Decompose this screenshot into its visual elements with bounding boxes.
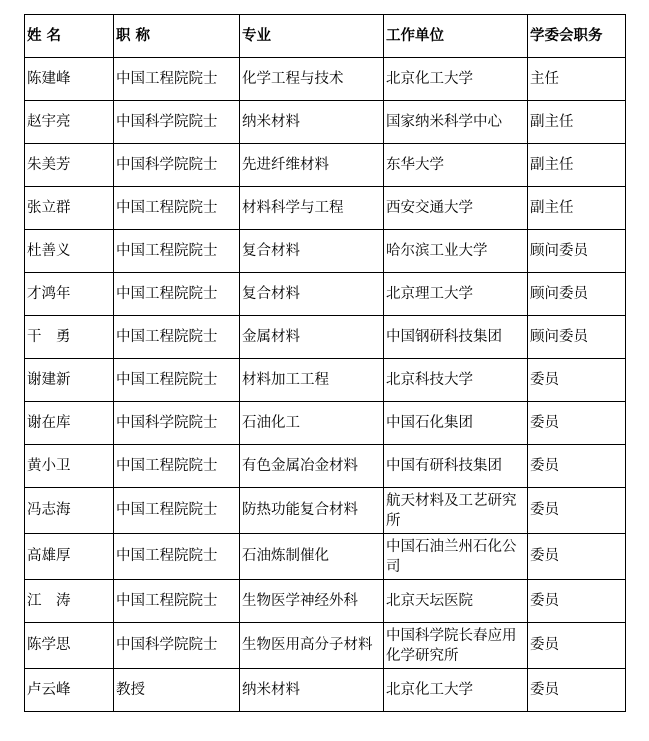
workplace-cell: 航天材料及工艺研究所 xyxy=(384,488,528,534)
specialty-cell: 有色金属冶金材料 xyxy=(240,445,384,488)
committee-table xyxy=(24,14,626,712)
title-cell: 中国工程院院士 xyxy=(114,359,240,402)
title-cell: 中国工程院院士 xyxy=(114,230,240,273)
position-cell: 顾问委员 xyxy=(528,230,626,273)
name-cell: 谢建新 xyxy=(25,359,114,402)
table-row xyxy=(25,230,626,273)
table-row xyxy=(25,359,626,402)
name-cell: 谢在库 xyxy=(25,402,114,445)
header-specialty: 专业 xyxy=(240,15,384,58)
title-cell: 中国工程院院士 xyxy=(114,445,240,488)
table-row xyxy=(25,316,626,359)
title-cell: 中国工程院院士 xyxy=(114,580,240,623)
specialty-cell: 材料加工工程 xyxy=(240,359,384,402)
name-cell: 赵宇亮 xyxy=(25,101,114,144)
table-row xyxy=(25,402,626,445)
name-cell: 才鸿年 xyxy=(25,273,114,316)
title-cell: 中国科学院院士 xyxy=(114,101,240,144)
name-cell: 干 勇 xyxy=(25,316,114,359)
position-cell: 委员 xyxy=(528,445,626,488)
specialty-cell: 材料科学与工程 xyxy=(240,187,384,230)
specialty-cell: 金属材料 xyxy=(240,316,384,359)
title-cell: 中国科学院院士 xyxy=(114,402,240,445)
position-cell: 委员 xyxy=(528,623,626,669)
table-row xyxy=(25,669,626,712)
table-row xyxy=(25,445,626,488)
workplace-cell: 中国有研科技集团 xyxy=(384,445,528,488)
name-cell: 陈建峰 xyxy=(25,58,114,101)
specialty-cell: 复合材料 xyxy=(240,273,384,316)
position-cell: 委员 xyxy=(528,669,626,712)
workplace-cell: 中国石化集团 xyxy=(384,402,528,445)
position-cell: 委员 xyxy=(528,402,626,445)
table-row xyxy=(25,534,626,580)
name-cell: 陈学思 xyxy=(25,623,114,669)
title-cell: 教授 xyxy=(114,669,240,712)
table-row xyxy=(25,187,626,230)
workplace-cell: 北京化工大学 xyxy=(384,669,528,712)
position-cell: 委员 xyxy=(528,359,626,402)
specialty-cell: 复合材料 xyxy=(240,230,384,273)
specialty-cell: 先进纤维材料 xyxy=(240,144,384,187)
specialty-cell: 生物医学神经外科 xyxy=(240,580,384,623)
position-cell: 副主任 xyxy=(528,187,626,230)
name-cell: 朱美芳 xyxy=(25,144,114,187)
position-cell: 委员 xyxy=(528,580,626,623)
workplace-cell: 北京化工大学 xyxy=(384,58,528,101)
table-row xyxy=(25,58,626,101)
workplace-cell: 北京理工大学 xyxy=(384,273,528,316)
header-position: 学委会职务 xyxy=(528,15,626,58)
table-row xyxy=(25,144,626,187)
workplace-cell: 北京科技大学 xyxy=(384,359,528,402)
specialty-cell: 防热功能复合材料 xyxy=(240,488,384,534)
header-row xyxy=(25,15,626,58)
title-cell: 中国科学院院士 xyxy=(114,623,240,669)
workplace-cell: 中国钢研科技集团 xyxy=(384,316,528,359)
header-title: 职 称 xyxy=(114,15,240,58)
name-cell: 高雄厚 xyxy=(25,534,114,580)
position-cell: 顾问委员 xyxy=(528,273,626,316)
workplace-cell: 国家纳米科学中心 xyxy=(384,101,528,144)
table-row xyxy=(25,623,626,669)
specialty-cell: 生物医用高分子材料 xyxy=(240,623,384,669)
table-row xyxy=(25,101,626,144)
specialty-cell: 石油化工 xyxy=(240,402,384,445)
name-cell: 冯志海 xyxy=(25,488,114,534)
workplace-cell: 西安交通大学 xyxy=(384,187,528,230)
header-workplace: 工作单位 xyxy=(384,15,528,58)
name-cell: 杜善义 xyxy=(25,230,114,273)
table-row xyxy=(25,273,626,316)
title-cell: 中国工程院院士 xyxy=(114,187,240,230)
table-row xyxy=(25,580,626,623)
name-cell: 张立群 xyxy=(25,187,114,230)
name-cell: 黄小卫 xyxy=(25,445,114,488)
workplace-cell: 中国石油兰州石化公司 xyxy=(384,534,528,580)
name-cell: 卢云峰 xyxy=(25,669,114,712)
title-cell: 中国工程院院士 xyxy=(114,488,240,534)
position-cell: 副主任 xyxy=(528,101,626,144)
position-cell: 顾问委员 xyxy=(528,316,626,359)
workplace-cell: 哈尔滨工业大学 xyxy=(384,230,528,273)
specialty-cell: 纳米材料 xyxy=(240,669,384,712)
specialty-cell: 纳米材料 xyxy=(240,101,384,144)
title-cell: 中国工程院院士 xyxy=(114,58,240,101)
position-cell: 委员 xyxy=(528,488,626,534)
title-cell: 中国工程院院士 xyxy=(114,534,240,580)
title-cell: 中国科学院院士 xyxy=(114,144,240,187)
specialty-cell: 石油炼制催化 xyxy=(240,534,384,580)
position-cell: 委员 xyxy=(528,534,626,580)
name-cell: 江 涛 xyxy=(25,580,114,623)
table-row xyxy=(25,488,626,534)
workplace-cell: 东华大学 xyxy=(384,144,528,187)
header-name: 姓 名 xyxy=(25,15,114,58)
position-cell: 主任 xyxy=(528,58,626,101)
workplace-cell: 北京天坛医院 xyxy=(384,580,528,623)
title-cell: 中国工程院院士 xyxy=(114,273,240,316)
specialty-cell: 化学工程与技术 xyxy=(240,58,384,101)
position-cell: 副主任 xyxy=(528,144,626,187)
workplace-cell: 中国科学院长春应用化学研究所 xyxy=(384,623,528,669)
title-cell: 中国工程院院士 xyxy=(114,316,240,359)
